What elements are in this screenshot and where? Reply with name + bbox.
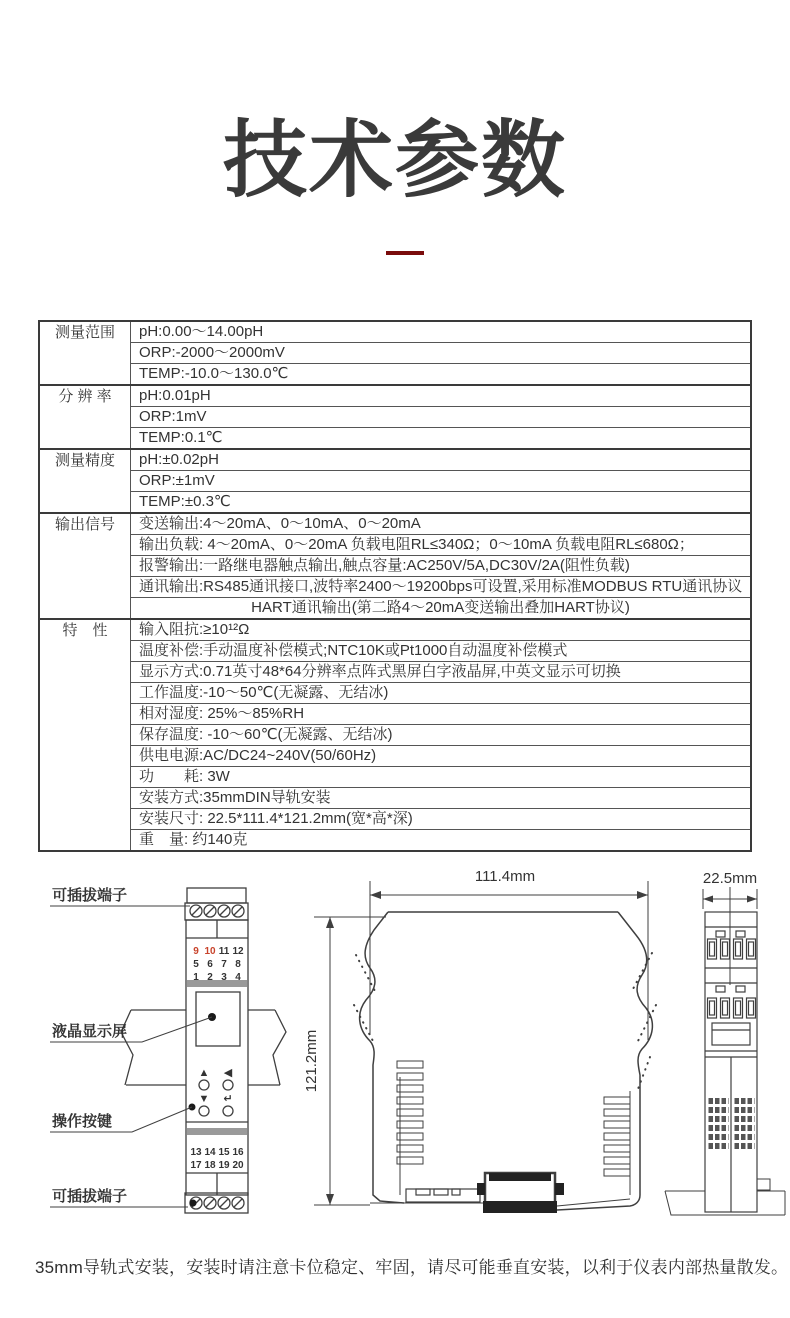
svg-text:20: 20 [232, 1160, 244, 1171]
button-glyphs [199, 1067, 233, 1105]
svg-text:2: 2 [207, 972, 213, 983]
spec-table [38, 320, 752, 852]
svg-text:18: 18 [204, 1160, 216, 1171]
front-view-drawing [30, 870, 300, 1220]
spec-value: 通讯输出:RS485通讯接口,波特率2400～19200bps可设置,采用标准MODBUS RTU通讯协议 [131, 577, 752, 598]
svg-text:14: 14 [204, 1147, 216, 1158]
spec-value: 显示方式:0.71英寸48*64分辨率点阵式黑屏白字液晶屏,中英文显示可切换 [131, 662, 752, 683]
svg-text:7: 7 [221, 959, 227, 970]
spec-value: TEMP:±0.3℃ [131, 492, 752, 514]
svg-text:16: 16 [232, 1147, 244, 1158]
spec-value: 安装方式:35mmDIN导轨安装 [131, 788, 752, 809]
label-lcd: 液晶显示屏 [52, 1023, 128, 1040]
spec-value: 安装尺寸: 22.5*111.4*121.2mm(宽*高*深) [131, 809, 752, 830]
profile-width-dimension [703, 887, 757, 985]
svg-text:19: 19 [218, 1160, 230, 1171]
spec-group-header: 测量精度 [39, 449, 131, 513]
svg-text:10: 10 [204, 946, 216, 957]
profile-dim-label: 22.5mm [702, 870, 758, 887]
din-clip [406, 1173, 564, 1213]
label-buttons: 操作按键 [52, 1113, 113, 1130]
spec-value: HART通讯输出(第二路4～20mA变送输出叠加HART协议) [131, 598, 752, 620]
up-arrow-icon: ▲ [198, 1067, 210, 1079]
latch [705, 1023, 757, 1051]
svg-text:15: 15 [218, 1147, 230, 1158]
spec-group-header: 分 辨 率 [39, 385, 131, 449]
height-dimension [314, 917, 386, 1205]
svg-text:4: 4 [235, 972, 241, 983]
title-accent-dash [386, 251, 424, 255]
label-bottom-terminal: 可插拔端子 [52, 1188, 128, 1205]
terminal-numbers-bottom [190, 1147, 244, 1171]
svg-text:11: 11 [218, 946, 230, 957]
lcd-screen [196, 992, 240, 1046]
spec-value: 供电电源:AC/DC24~240V(50/60Hz) [131, 746, 752, 767]
svg-text:13: 13 [190, 1147, 202, 1158]
leader-lines [50, 906, 212, 1207]
spec-value: 输入阻抗:≥10¹²Ω [131, 619, 752, 641]
dotted-marks [354, 953, 656, 1089]
page-title: 技术参数 [222, 113, 567, 207]
width-dimension [370, 881, 648, 1040]
svg-text:12: 12 [232, 946, 244, 957]
terminal-slots-1 [708, 939, 756, 959]
svg-text:9: 9 [193, 946, 199, 957]
width-dim-label: 111.4mm [474, 868, 536, 885]
down-arrow-icon: ▼ [198, 1093, 210, 1105]
svg-text:5: 5 [193, 959, 199, 970]
spec-group-header: 测量范围 [39, 321, 131, 385]
terminal-numbers-top [193, 946, 244, 983]
enter-icon: ↵ [223, 1093, 233, 1105]
spec-value: 变送输出:4～20mA、0～10mA、0～20mA [131, 513, 752, 535]
height-dim-label: 121.2mm [303, 1029, 320, 1093]
installation-note: 35mm导轨式安装，安装时请注意卡位稳定、牢固，请尽可能垂直安装，以利于仪表内部热量散发。 [35, 1258, 789, 1277]
spec-group-header: 特 性 [39, 619, 131, 851]
spec-value: TEMP:0.1℃ [131, 428, 752, 450]
spec-group-header: 输出信号 [39, 513, 131, 619]
terminal-slots-2 [708, 998, 756, 1018]
spec-value: 工作温度:-10～50℃(无凝露、无结冰) [131, 683, 752, 704]
spec-value: pH:±0.02pH [131, 449, 752, 471]
svg-text:17: 17 [190, 1160, 202, 1171]
spec-value: ORP:1mV [131, 407, 752, 428]
spec-value: TEMP:-10.0～130.0℃ [131, 364, 752, 386]
bottom-terminal-block [185, 1193, 248, 1213]
svg-text:3: 3 [221, 972, 227, 983]
spec-value: pH:0.00～14.00pH [131, 321, 752, 343]
spec-value: 输出负载: 4～20mA、0～20mA 负载电阻RL≤340Ω；0～10mA 负载电阻RL≤680Ω； [131, 535, 752, 556]
left-arrow-icon: ◀ [223, 1067, 233, 1079]
svg-text:8: 8 [235, 959, 241, 970]
spec-value: 温度补偿:手动温度补偿模式;NTC10K或Pt1000自动温度补偿模式 [131, 641, 752, 662]
spec-value: 保存温度: -10～60℃(无凝露、无结冰) [131, 725, 752, 746]
side-view-drawing [300, 865, 670, 1220]
spec-value: 重 量: 约140克 [131, 830, 752, 852]
spec-value: ORP:-2000～2000mV [131, 343, 752, 364]
spec-value: 相对湿度: 25%～85%RH [131, 704, 752, 725]
label-top-terminal: 可插拔端子 [52, 887, 128, 904]
spec-value: pH:0.01pH [131, 385, 752, 407]
spec-value: ORP:±1mV [131, 471, 752, 492]
spec-value: 功 耗: 3W [131, 767, 752, 788]
profile-view-drawing [660, 865, 790, 1220]
mounting-surface [665, 1179, 785, 1215]
spec-value: 报警输出:一路继电器触点输出,触点容量:AC250V/5A,DC30V/2A(阻性负载) [131, 556, 752, 577]
vent-slots [397, 1061, 630, 1176]
svg-text:1: 1 [193, 972, 199, 983]
top-terminal-block [185, 888, 248, 920]
svg-text:6: 6 [207, 959, 213, 970]
